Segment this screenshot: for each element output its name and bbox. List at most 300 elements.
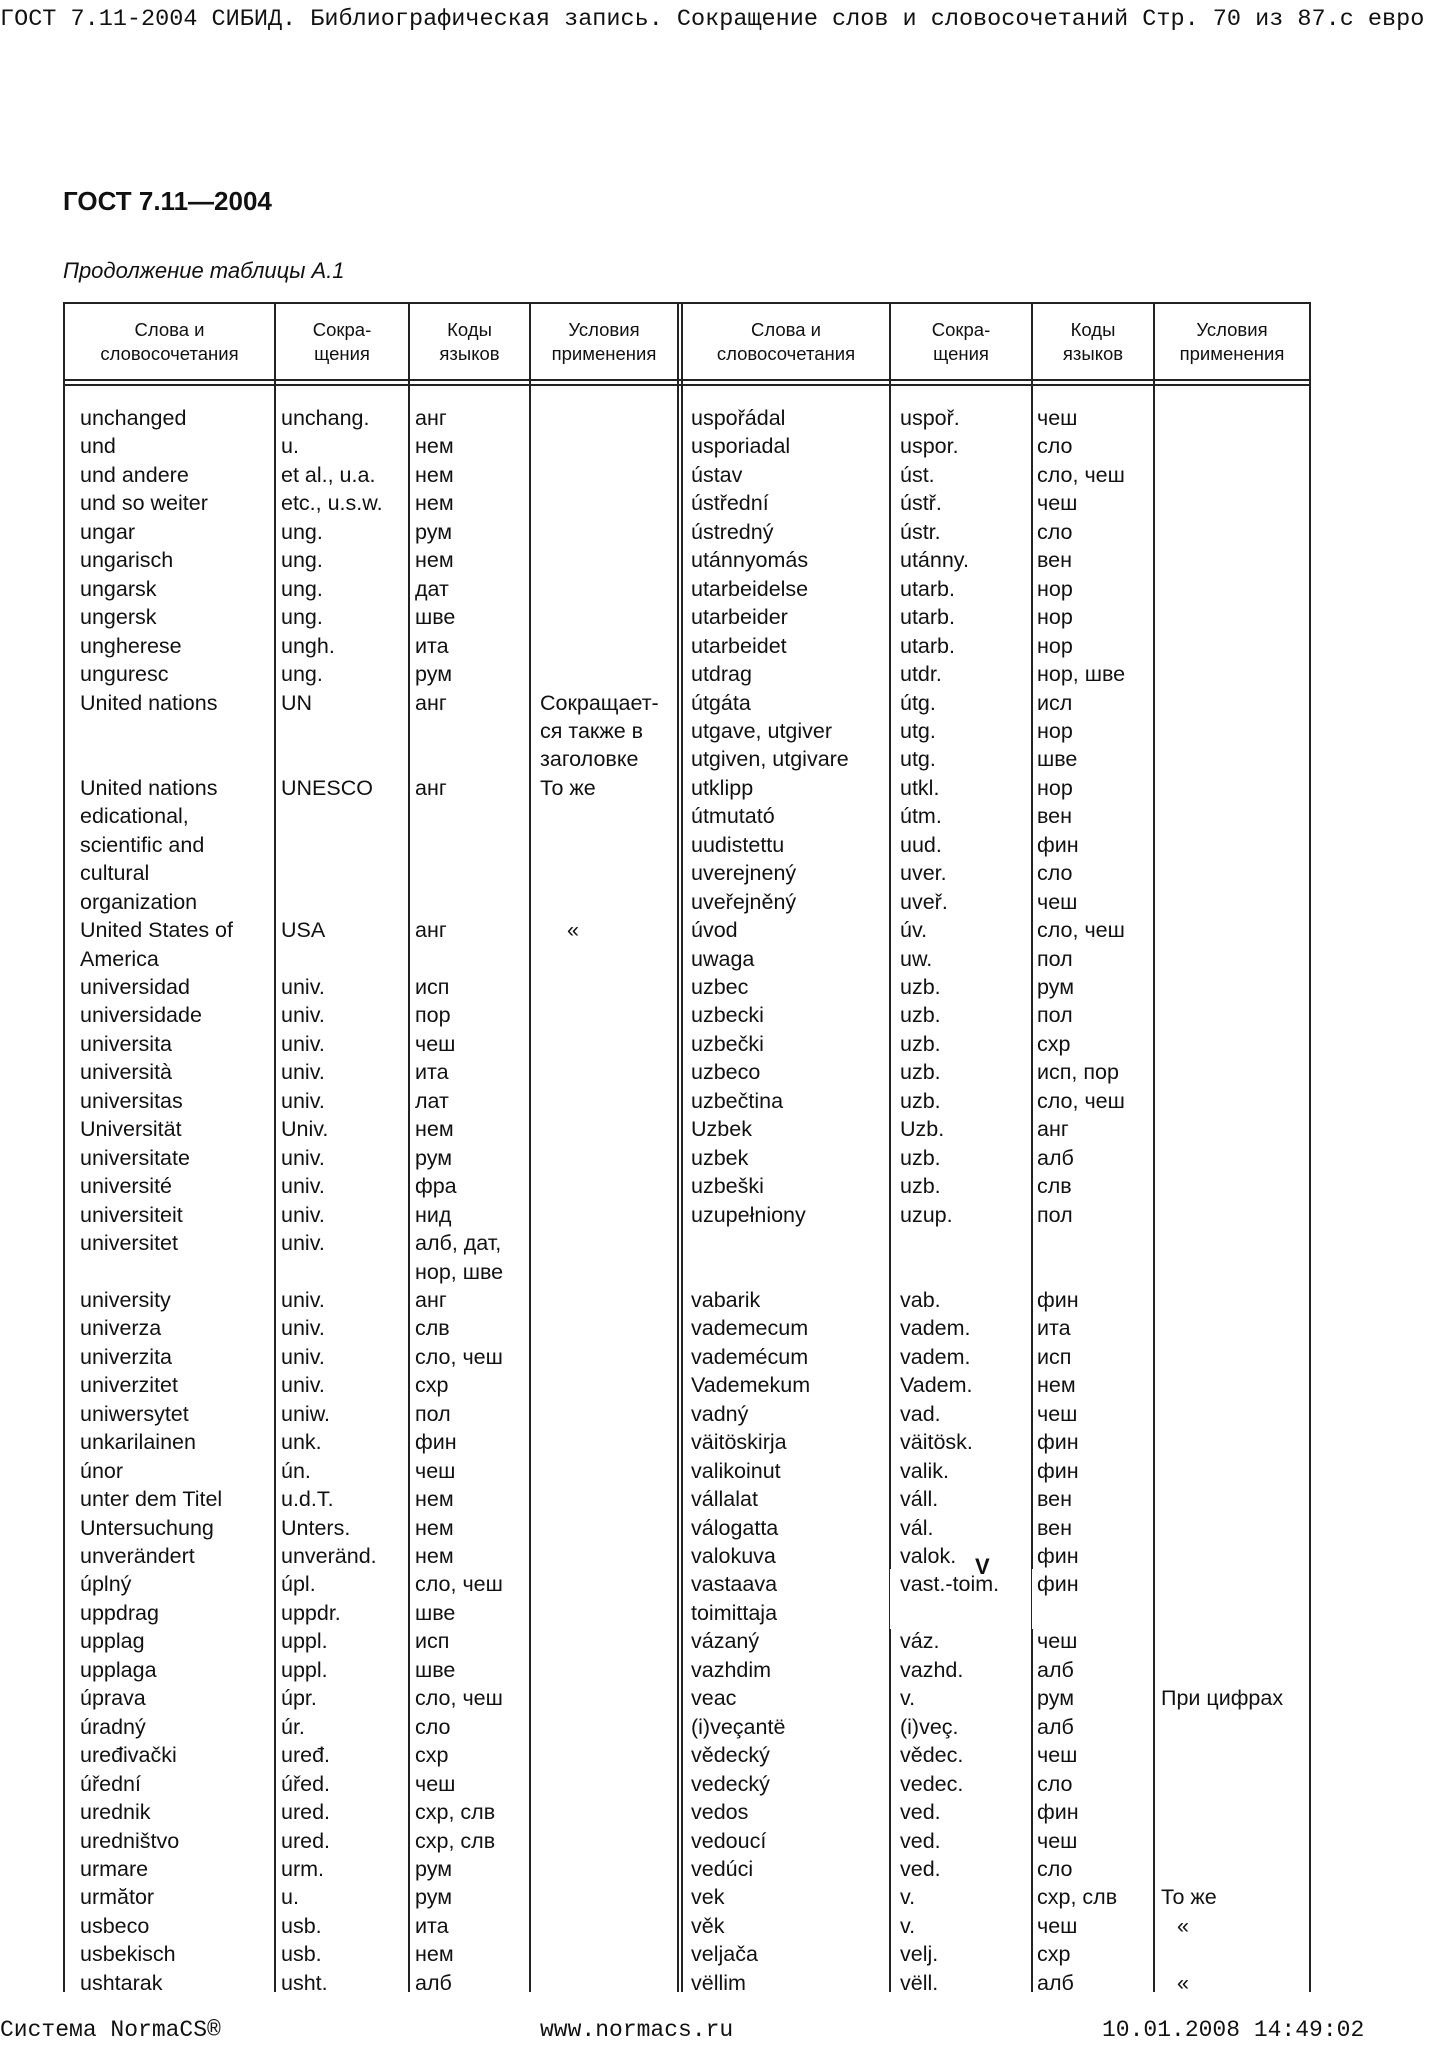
- cell-word: und andere: [80, 462, 189, 487]
- cell-abbr: uppl.: [281, 1657, 328, 1682]
- cell-abbr: vědec.: [900, 1743, 964, 1768]
- cell-abbr: univ.: [281, 1088, 325, 1113]
- table-row: [65, 1770, 1309, 1798]
- cell-lang: рум: [415, 519, 453, 544]
- cell-word: Uzbek: [691, 1117, 752, 1142]
- table-row: [65, 1144, 1309, 1172]
- table-row: [65, 859, 1309, 887]
- cell-word: utarbeidelse: [691, 576, 809, 601]
- table-row: [65, 1030, 1309, 1058]
- cell-lang: схр, слв: [415, 1828, 496, 1853]
- cell-lang: нор, шве: [1037, 662, 1126, 687]
- col-header-abbr: Сокра- щения: [312, 319, 372, 364]
- table-row: [65, 1514, 1309, 1542]
- table-row: [65, 1656, 1309, 1684]
- cell-lang: нор: [1037, 633, 1073, 658]
- cell-abbr: utarb.: [900, 576, 955, 601]
- cell-abbr: valik.: [900, 1458, 949, 1483]
- cell-lang: схр: [1037, 1942, 1071, 1967]
- footer-url: www.normacs.ru: [540, 2017, 734, 2043]
- cell-lang: исп: [415, 975, 450, 999]
- cell-lang: нем: [415, 1487, 454, 1512]
- cell-word: universidade: [80, 1003, 202, 1028]
- cell-lang: чеш: [1037, 1828, 1078, 1853]
- cell-lang: пол: [1037, 946, 1073, 971]
- footer-timestamp: 10.01.2008 14:49:02: [1102, 2017, 1365, 2043]
- cell-lang: схр, слв: [1037, 1885, 1118, 1910]
- cell-word: ústřední: [691, 491, 769, 516]
- cell-lang: нем: [415, 1515, 454, 1540]
- table-row: [65, 1542, 1309, 1570]
- cell-abbr: ung.: [281, 548, 323, 573]
- cell-lang: чеш: [1037, 1629, 1078, 1654]
- cell-lang: вен: [1037, 804, 1073, 829]
- cell-lang: ита: [1037, 1316, 1071, 1341]
- cell-abbr: univ.: [281, 1003, 325, 1028]
- cell-word: uspořádal: [691, 406, 786, 430]
- cell-abbr: ústr.: [900, 519, 941, 544]
- cell-lang: нем: [415, 491, 454, 516]
- cell-word: úřední: [80, 1771, 141, 1796]
- col-header-words: Слова и словосочетания: [716, 319, 856, 364]
- cell-word: uverejnený: [691, 861, 797, 886]
- cell-word: vědecký: [691, 1743, 770, 1768]
- cell-lang: чеш: [415, 1031, 456, 1056]
- table-row: [65, 1883, 1309, 1911]
- col-header-conditions: Условия применения: [1179, 319, 1285, 364]
- cell-word: únor: [80, 1458, 124, 1483]
- cell-lang: ита: [415, 1913, 449, 1938]
- cell-abbr: univ.: [281, 1316, 325, 1341]
- cell-lang: сло: [1037, 434, 1073, 459]
- cell-abbr: usb.: [281, 1913, 322, 1938]
- footer-system: Система NormaCS®: [0, 2017, 221, 2043]
- cell-word: ungarsk: [80, 576, 157, 601]
- cell-abbr: úřed.: [281, 1771, 331, 1796]
- table-row: [65, 717, 1309, 745]
- cell-lang: фин: [1037, 1430, 1079, 1455]
- cell-lang: нор: [1037, 605, 1073, 630]
- table-row: [65, 1457, 1309, 1485]
- cell-word: uzbec: [691, 975, 749, 999]
- cell-abbr: ured.: [281, 1800, 331, 1825]
- cell-abbr: úpr.: [281, 1686, 317, 1711]
- table-row: [65, 1172, 1309, 1200]
- cell-word: usporiadal: [691, 434, 791, 459]
- cell-abbr: útm.: [900, 804, 942, 829]
- cell-lang: фин: [415, 1430, 457, 1455]
- cell-lang: сло: [1037, 1856, 1073, 1881]
- table-row: [65, 1314, 1309, 1342]
- cell-lang: вен: [1037, 548, 1073, 573]
- cell-lang: рум: [415, 1145, 453, 1170]
- cell-abbr: Unters.: [281, 1515, 351, 1540]
- cell-word: university: [80, 1287, 171, 1312]
- cell-abbr: utánny.: [900, 548, 969, 573]
- cell-abbr: Univ.: [281, 1117, 329, 1142]
- cell-lang: анг: [415, 690, 447, 715]
- table-row: [65, 745, 1309, 773]
- cell-word: universidad: [80, 975, 190, 999]
- table-row: [65, 660, 1309, 688]
- cell-abbr: utarb.: [900, 605, 955, 630]
- table-row: [65, 518, 1309, 546]
- cell-abbr: vazhd.: [900, 1657, 964, 1682]
- cell-lang: ита: [415, 1060, 449, 1085]
- cell-abbr: úr.: [281, 1714, 305, 1739]
- col-header-abbr: Сокра- щения: [931, 319, 991, 364]
- cell-word: väitöskirja: [691, 1430, 787, 1455]
- cell-lang: пол: [1037, 1003, 1073, 1028]
- table-row: [65, 632, 1309, 660]
- cell-word: unverändert: [80, 1544, 195, 1568]
- cell-abbr: uzb.: [900, 1031, 941, 1056]
- cell-word: urmare: [80, 1856, 149, 1881]
- cell-lang: сло, чеш: [1037, 1088, 1125, 1113]
- cell-lang: алб: [1037, 1657, 1074, 1682]
- cell-lang: алб: [1037, 1970, 1074, 1995]
- cell-abbr: uppl.: [281, 1629, 328, 1654]
- cell-word: ungar: [80, 519, 135, 544]
- table-row: [65, 1827, 1309, 1855]
- section-letter: V: [975, 1554, 990, 1579]
- table-row: [65, 916, 1309, 944]
- cell-lang: ита: [415, 633, 449, 658]
- cell-abbr: usht.: [281, 1970, 328, 1995]
- cell-abbr: u.: [281, 1885, 299, 1910]
- cell-word: univerza: [80, 1316, 162, 1341]
- cell-word: universitet: [80, 1231, 178, 1256]
- cell-abbr: uppdr.: [281, 1600, 341, 1625]
- cell-word: ústredný: [691, 519, 774, 544]
- cell-word: vadný: [691, 1401, 749, 1426]
- cell-abbr: uspor.: [900, 434, 959, 459]
- cell-abbr: uver.: [900, 861, 947, 886]
- cell-word: upplag: [80, 1629, 145, 1654]
- table-row: [65, 689, 1309, 717]
- cell-abbr: uzb.: [900, 1088, 941, 1113]
- cell-abbr: usb.: [281, 1942, 322, 1967]
- table-row: [65, 945, 1309, 973]
- cell-abbr: ured.: [281, 1828, 331, 1853]
- table-row: [65, 1201, 1309, 1229]
- cell-word: uzbečtina: [691, 1088, 784, 1113]
- cell-abbr: uzb.: [900, 1060, 941, 1085]
- col-header-words: Слова и словосочетания: [100, 319, 239, 364]
- cell-condition: «: [1177, 1970, 1189, 1995]
- cell-lang: шве: [415, 1600, 456, 1625]
- cell-lang: сло: [415, 1714, 451, 1739]
- cell-abbr: úv.: [900, 918, 928, 943]
- cell-word: universita: [80, 1031, 173, 1056]
- table-row: [65, 1940, 1309, 1968]
- table-row: [65, 546, 1309, 574]
- table-row: [65, 1570, 1309, 1598]
- cell-lang: исп: [1037, 1344, 1072, 1369]
- cell-abbr: uzb.: [900, 1174, 941, 1199]
- cell-word: valokuva: [691, 1544, 776, 1568]
- table-row: [65, 774, 1309, 802]
- cell-word: université: [80, 1174, 173, 1199]
- cell-abbr: utarb.: [900, 633, 955, 658]
- table-row: [65, 973, 1309, 1001]
- cell-word: und so weiter: [80, 491, 208, 516]
- cell-abbr: utdr.: [900, 662, 942, 687]
- cell-word: uppdrag: [80, 1600, 159, 1625]
- cell-word: útmutató: [691, 804, 775, 829]
- cell-abbr: vadem.: [900, 1344, 971, 1369]
- table-row: [65, 489, 1309, 517]
- cell-lang: анг: [415, 406, 447, 430]
- cell-word: cultural: [80, 861, 150, 886]
- table-row: [65, 1286, 1309, 1314]
- cell-word: vëllim: [691, 1970, 746, 1995]
- cell-abbr: et al., u.a.: [281, 462, 376, 487]
- cell-condition: То же: [1161, 1885, 1217, 1910]
- cell-lang: пор: [415, 1003, 451, 1028]
- table-row: [65, 888, 1309, 916]
- cell-word: utarbeider: [691, 605, 788, 630]
- cell-abbr: vëll.: [900, 1970, 939, 1995]
- cell-lang: сло: [1037, 861, 1073, 886]
- cell-word: úvod: [691, 918, 738, 943]
- cell-abbr: úpl.: [281, 1572, 316, 1597]
- cell-lang: фин: [1037, 1287, 1079, 1312]
- table-row: [65, 1741, 1309, 1769]
- cell-word: United nations: [80, 775, 218, 800]
- cell-word: uzbeco: [691, 1060, 761, 1085]
- cell-condition: ся также в: [540, 718, 644, 743]
- cell-lang: шве: [415, 605, 456, 630]
- cell-lang: рум: [1037, 975, 1075, 999]
- cell-word: uudistettu: [691, 832, 785, 857]
- cell-abbr: unchang.: [281, 406, 370, 430]
- cell-word: upplaga: [80, 1657, 157, 1682]
- table-row: [65, 1343, 1309, 1371]
- cell-abbr: USA: [281, 918, 326, 943]
- cell-abbr: uveř.: [900, 889, 948, 914]
- cell-word: vállalat: [691, 1487, 758, 1512]
- cell-abbr: ún.: [281, 1458, 311, 1483]
- cell-abbr: univ.: [281, 1031, 325, 1056]
- cell-abbr: uw.: [900, 946, 933, 971]
- cell-abbr: uspoř.: [900, 406, 960, 430]
- cell-lang: сло, чеш: [1037, 462, 1125, 487]
- cell-word: ungarisch: [80, 548, 174, 573]
- cell-word: America: [80, 946, 159, 971]
- cell-word: vademécum: [691, 1344, 809, 1369]
- table-row: [65, 1713, 1309, 1741]
- cell-lang: вен: [1037, 1515, 1073, 1540]
- table-row: [65, 802, 1309, 830]
- cell-word: Vademekum: [691, 1373, 811, 1398]
- cell-word: uzbecki: [691, 1003, 764, 1028]
- cell-abbr: univ.: [281, 1145, 325, 1170]
- cell-abbr: uzb.: [900, 975, 941, 999]
- table-row: [65, 1258, 1309, 1286]
- cell-word: United nations: [80, 690, 218, 715]
- cell-word: uzbeški: [691, 1174, 764, 1199]
- cell-word: utdrag: [691, 662, 752, 687]
- document-title: ГОСТ 7.11—2004: [63, 186, 272, 216]
- cell-lang: сло: [1037, 1771, 1073, 1796]
- cell-lang: сло: [1037, 519, 1073, 544]
- cell-lang: слв: [415, 1316, 450, 1341]
- cell-word: (i)veçantë: [691, 1714, 786, 1739]
- cell-abbr: (i)veç.: [900, 1714, 959, 1739]
- cell-lang: нем: [415, 462, 454, 487]
- cell-word: uzbek: [691, 1145, 749, 1170]
- cell-lang: фин: [1037, 832, 1079, 857]
- table-row: [65, 1115, 1309, 1143]
- cell-lang: шве: [415, 1657, 456, 1682]
- cell-lang: чеш: [415, 1458, 456, 1483]
- cell-abbr: univ.: [281, 1373, 325, 1398]
- cell-abbr: uud.: [900, 832, 942, 857]
- cell-word: utarbeidet: [691, 633, 787, 658]
- cell-lang: нем: [1037, 1373, 1076, 1398]
- cell-word: uredništvo: [80, 1828, 180, 1853]
- cell-lang: алб, дат,: [415, 1231, 502, 1256]
- cell-abbr: vab.: [900, 1287, 941, 1312]
- cell-lang: чеш: [415, 1771, 456, 1796]
- table-row: [65, 1087, 1309, 1115]
- cell-lang: исп, пор: [1037, 1060, 1119, 1085]
- cell-word: vazhdim: [691, 1657, 772, 1682]
- table-row: [65, 1400, 1309, 1428]
- cell-abbr: velj.: [900, 1942, 939, 1967]
- cell-lang: нем: [415, 434, 454, 459]
- cell-abbr: etc., u.s.w.: [281, 491, 383, 516]
- header-separator: [65, 379, 1309, 386]
- cell-word: organization: [80, 889, 198, 914]
- cell-lang: схр, слв: [415, 1800, 496, 1825]
- col-header-conditions: Условия применения: [551, 319, 657, 364]
- cell-lang: анг: [415, 1287, 447, 1312]
- cell-condition: «: [567, 918, 579, 943]
- cell-word: útgáta: [691, 690, 751, 715]
- cell-lang: исп: [415, 1629, 450, 1654]
- cell-word: uzupełniony: [691, 1202, 806, 1227]
- cell-word: vek: [691, 1885, 725, 1910]
- cell-word: vastaava: [691, 1572, 778, 1597]
- cell-word: United States of: [80, 918, 233, 943]
- cell-lang: нем: [415, 548, 454, 573]
- cell-word: scientific and: [80, 832, 205, 857]
- cell-word: uveřejněný: [691, 889, 797, 914]
- cell-word: urednik: [80, 1800, 151, 1825]
- cell-lang: фра: [415, 1174, 457, 1199]
- cell-abbr: Uzb.: [900, 1117, 945, 1142]
- cell-lang: лат: [415, 1088, 449, 1113]
- cell-lang: нор, шве: [415, 1259, 504, 1284]
- cell-lang: чеш: [1037, 889, 1078, 914]
- cell-condition: То же: [540, 775, 596, 800]
- cell-lang: схр: [415, 1373, 449, 1398]
- col-header-lang: Коды языков: [439, 319, 500, 364]
- cell-word: vademecum: [691, 1316, 809, 1341]
- cell-lang: алб: [1037, 1145, 1074, 1170]
- cell-word: universitas: [80, 1088, 183, 1113]
- cell-lang: схр: [415, 1743, 449, 1768]
- cell-abbr: ung.: [281, 576, 323, 601]
- cell-word: utánnyomás: [691, 548, 809, 573]
- cell-lang: чеш: [1037, 491, 1078, 516]
- cell-lang: дат: [415, 576, 449, 601]
- cell-lang: чеш: [1037, 1913, 1078, 1938]
- cell-lang: нор: [1037, 718, 1073, 743]
- cell-lang: схр: [1037, 1031, 1071, 1056]
- cell-word: università: [80, 1060, 173, 1085]
- cell-abbr: UNESCO: [281, 775, 373, 800]
- cell-word: universiteit: [80, 1202, 183, 1227]
- cell-lang: алб: [1037, 1714, 1074, 1739]
- cell-abbr: unk.: [281, 1430, 322, 1455]
- cell-abbr: vedec.: [900, 1771, 964, 1796]
- cell-word: toimittaja: [691, 1600, 778, 1625]
- cell-abbr: univ.: [281, 1174, 325, 1199]
- cell-abbr: uzb.: [900, 1145, 941, 1170]
- cell-abbr: vad.: [900, 1401, 941, 1426]
- table-row: [65, 1058, 1309, 1086]
- cell-abbr: univ.: [281, 1231, 325, 1256]
- table-row: [65, 831, 1309, 859]
- cell-lang: анг: [1037, 1117, 1069, 1142]
- cell-abbr: ung.: [281, 605, 323, 630]
- cell-abbr: utkl.: [900, 775, 940, 800]
- cell-abbr: ung.: [281, 662, 323, 687]
- cell-abbr: vadem.: [900, 1316, 971, 1341]
- cell-word: uređivački: [80, 1743, 177, 1768]
- cell-abbr: utg.: [900, 747, 936, 772]
- cell-abbr: útg.: [900, 690, 936, 715]
- cell-abbr: ungh.: [281, 633, 335, 658]
- cell-lang: чеш: [1037, 1401, 1078, 1426]
- cell-lang: чеш: [1037, 406, 1078, 430]
- cell-abbr: u.: [281, 434, 299, 459]
- cell-abbr: univ.: [281, 1287, 325, 1312]
- cell-word: universitate: [80, 1145, 190, 1170]
- cell-word: unter dem Titel: [80, 1487, 223, 1512]
- abbreviation-table: [63, 302, 1311, 1995]
- cell-abbr: uzb.: [900, 1003, 941, 1028]
- cell-lang: нид: [415, 1202, 452, 1227]
- cell-abbr: valok.: [900, 1544, 957, 1568]
- cell-lang: рум: [1037, 1686, 1075, 1711]
- table-row: [65, 1855, 1309, 1883]
- cell-lang: сло, чеш: [415, 1686, 503, 1711]
- cell-abbr: v.: [900, 1913, 916, 1938]
- table-row: [65, 1001, 1309, 1029]
- cell-condition: «: [1177, 1913, 1189, 1938]
- cell-word: unkarilainen: [80, 1430, 196, 1455]
- cell-abbr: univ.: [281, 1344, 325, 1369]
- cell-abbr: úst.: [900, 462, 935, 487]
- cell-word: ungersk: [80, 605, 157, 630]
- cell-word: ushtarak: [80, 1970, 163, 1995]
- table-row: [65, 461, 1309, 489]
- cell-lang: сло, чеш: [1037, 918, 1125, 943]
- cell-word: utgiven, utgivare: [691, 747, 849, 772]
- cell-word: vázaný: [691, 1629, 760, 1654]
- cell-lang: фин: [1037, 1458, 1079, 1483]
- page-footer: [0, 2012, 1449, 2048]
- cell-word: veljača: [691, 1942, 758, 1967]
- cell-abbr: urm.: [281, 1856, 324, 1881]
- cell-abbr: vast.-toim.: [900, 1572, 1000, 1597]
- page-header-line: ГОСТ 7.11-2004 СИБИД. Библиографическая запись. Сокращение слов и словосочетаний Стр. 70 из 87.с евро: [0, 6, 1425, 33]
- cell-abbr: váll.: [900, 1487, 939, 1512]
